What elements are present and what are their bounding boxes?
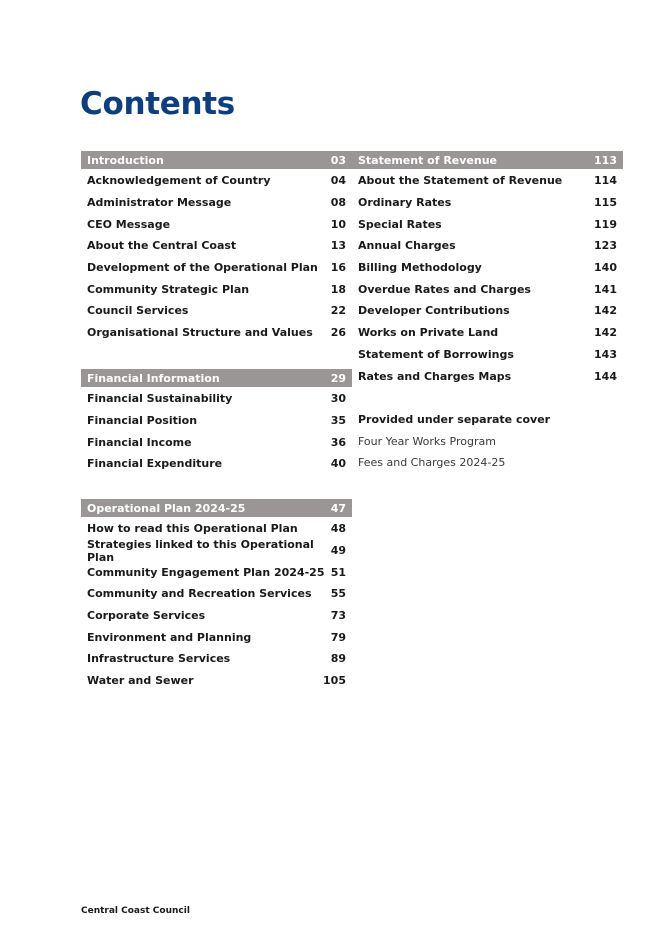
toc-entry-page: 142 [594,304,617,318]
toc-entry-page: 115 [594,196,617,210]
toc-entry-label: Developer Contributions [358,304,510,318]
section-page-number: 29 [330,371,346,385]
toc-entry-label: Financial Sustainability [87,392,233,406]
toc-entry[interactable] [81,518,352,540]
toc-entry[interactable] [81,648,352,670]
toc-entry[interactable] [81,626,352,648]
toc-entry-page: 142 [594,326,617,340]
toc-entry-page: 144 [594,369,617,383]
toc-entry-label: How to read this Operational Plan [87,522,298,536]
toc-entry-label: Acknowledgement of Country [87,174,271,188]
toc-entry[interactable] [352,322,623,344]
toc-entry-label: CEO Message [87,217,171,231]
toc-entry-page: 40 [330,457,346,471]
toc-entry-page: 55 [330,587,346,601]
toc-entry[interactable] [352,235,623,257]
toc-entry-label: Environment and Planning [87,630,252,644]
toc-entry-label: Ordinary Rates [358,196,452,210]
toc-entry-label: Statement of Borrowings [358,347,514,361]
toc-entry[interactable] [81,235,352,257]
toc-entry[interactable] [81,213,352,235]
toc-entry[interactable] [81,561,352,583]
toc-entry[interactable] [81,670,352,692]
toc-entry[interactable] [81,192,352,214]
toc-entry[interactable] [81,537,352,564]
toc-entry[interactable] [352,344,623,366]
toc-entry[interactable] [352,170,623,192]
toc-entry[interactable] [352,213,623,235]
section-header[interactable] [81,151,352,170]
toc-entry-page: 16 [330,261,346,275]
toc-entry-label: Rates and Charges Maps [358,369,512,383]
toc-entry-label: Annual Charges [358,239,456,253]
toc-entry-page: 13 [330,239,346,253]
toc-entry[interactable] [81,388,352,410]
toc-entry-label: Community Engagement Plan 2024-25 [87,565,325,579]
toc-entry-label: Financial Position [87,414,198,428]
toc-entry-page: 79 [330,630,346,644]
toc-entry-page: 36 [330,435,346,449]
toc-entry-page: 30 [330,392,346,406]
toc-entry-page: 18 [330,282,346,296]
toc-entry-page: 08 [330,196,346,210]
toc-entry[interactable] [81,453,352,475]
section-header[interactable] [81,369,352,388]
separate-cover-item[interactable] [352,430,623,452]
toc-entry-page: 48 [330,522,346,536]
toc-entry-page: 22 [330,304,346,318]
section-financial-information [81,369,352,475]
section-header[interactable] [352,151,623,170]
toc-entry-label: Community Strategic Plan [87,282,250,296]
toc-entry-label: Financial Income [87,435,192,449]
toc-entry-page: 49 [330,544,346,558]
section-page-number: 113 [594,153,617,167]
toc-entry-page: 73 [330,609,346,623]
toc-entry[interactable] [352,300,623,322]
section-introduction [81,151,352,344]
toc-entry-label: Works on Private Land [358,326,499,340]
section-heading: Financial Information [87,371,220,385]
toc-entry[interactable] [81,300,352,322]
toc-entry[interactable] [81,431,352,453]
section-statement-of-revenue [352,151,623,474]
toc-entry[interactable] [352,257,623,279]
toc-entry-page: 105 [323,674,346,688]
separate-cover-item-label: Fees and Charges 2024-25 [358,456,506,470]
footer-organisation: Central Coast Council [81,906,190,916]
toc-entry[interactable] [81,257,352,279]
toc-entry-label: Development of the Operational Plan [87,261,318,275]
toc-entry-label: Community and Recreation Services [87,587,312,601]
toc-entry-page: 89 [330,652,346,666]
toc-entry-label: Billing Methodology [358,261,482,275]
section-heading: Operational Plan 2024-25 [87,501,246,515]
toc-entry-page: 35 [330,414,346,428]
section-page-number: 47 [330,501,346,515]
toc-entry[interactable] [81,605,352,627]
toc-entry-page: 04 [330,174,346,188]
toc-entry[interactable] [81,278,352,300]
section-page-number: 03 [330,153,346,167]
toc-entry-label: Administrator Message [87,196,232,210]
toc-entry[interactable] [352,365,623,387]
toc-entry-label: Corporate Services [87,609,206,623]
toc-entry-page: 143 [594,347,617,361]
section-operational-plan [81,499,352,692]
toc-entry-page: 123 [594,239,617,253]
section-header[interactable] [81,499,352,518]
toc-entry-label: Strategies linked to this Operational Plan [87,537,314,564]
spacer [352,387,623,409]
page-title: Contents [80,86,235,122]
toc-entry-page: 26 [330,326,346,340]
toc-entry[interactable] [81,322,352,344]
separate-cover-title: Provided under separate cover [358,412,551,426]
toc-entry-label: Overdue Rates and Charges [358,282,531,296]
toc-entry-label: Infrastructure Services [87,652,231,666]
toc-entry[interactable] [81,583,352,605]
toc-entry[interactable] [81,410,352,432]
section-heading: Introduction [87,153,164,167]
toc-entry[interactable] [352,278,623,300]
toc-entry-page: 114 [594,174,617,188]
toc-entry-label: Financial Expenditure [87,457,223,471]
toc-entry[interactable] [81,170,352,192]
separate-cover-item-label: Four Year Works Program [358,434,496,448]
section-heading: Statement of Revenue [358,153,498,167]
toc-entry-label: About the Central Coast [87,239,237,253]
toc-entry-page: 51 [330,565,346,579]
toc-entry[interactable] [352,192,623,214]
separate-cover-item[interactable] [352,452,623,474]
toc-entry-label: Council Services [87,304,189,318]
toc-entry-page: 140 [594,261,617,275]
separate-cover-heading [352,409,623,431]
toc-entry-page: 119 [594,217,617,231]
toc-entry-label: About the Statement of Revenue [358,174,563,188]
toc-entry-label: Water and Sewer [87,674,194,688]
toc-entry-page: 141 [594,282,617,296]
toc-entry-label: Special Rates [358,217,442,231]
toc-entry-label: Organisational Structure and Values [87,326,313,340]
toc-entry-page: 10 [330,217,346,231]
